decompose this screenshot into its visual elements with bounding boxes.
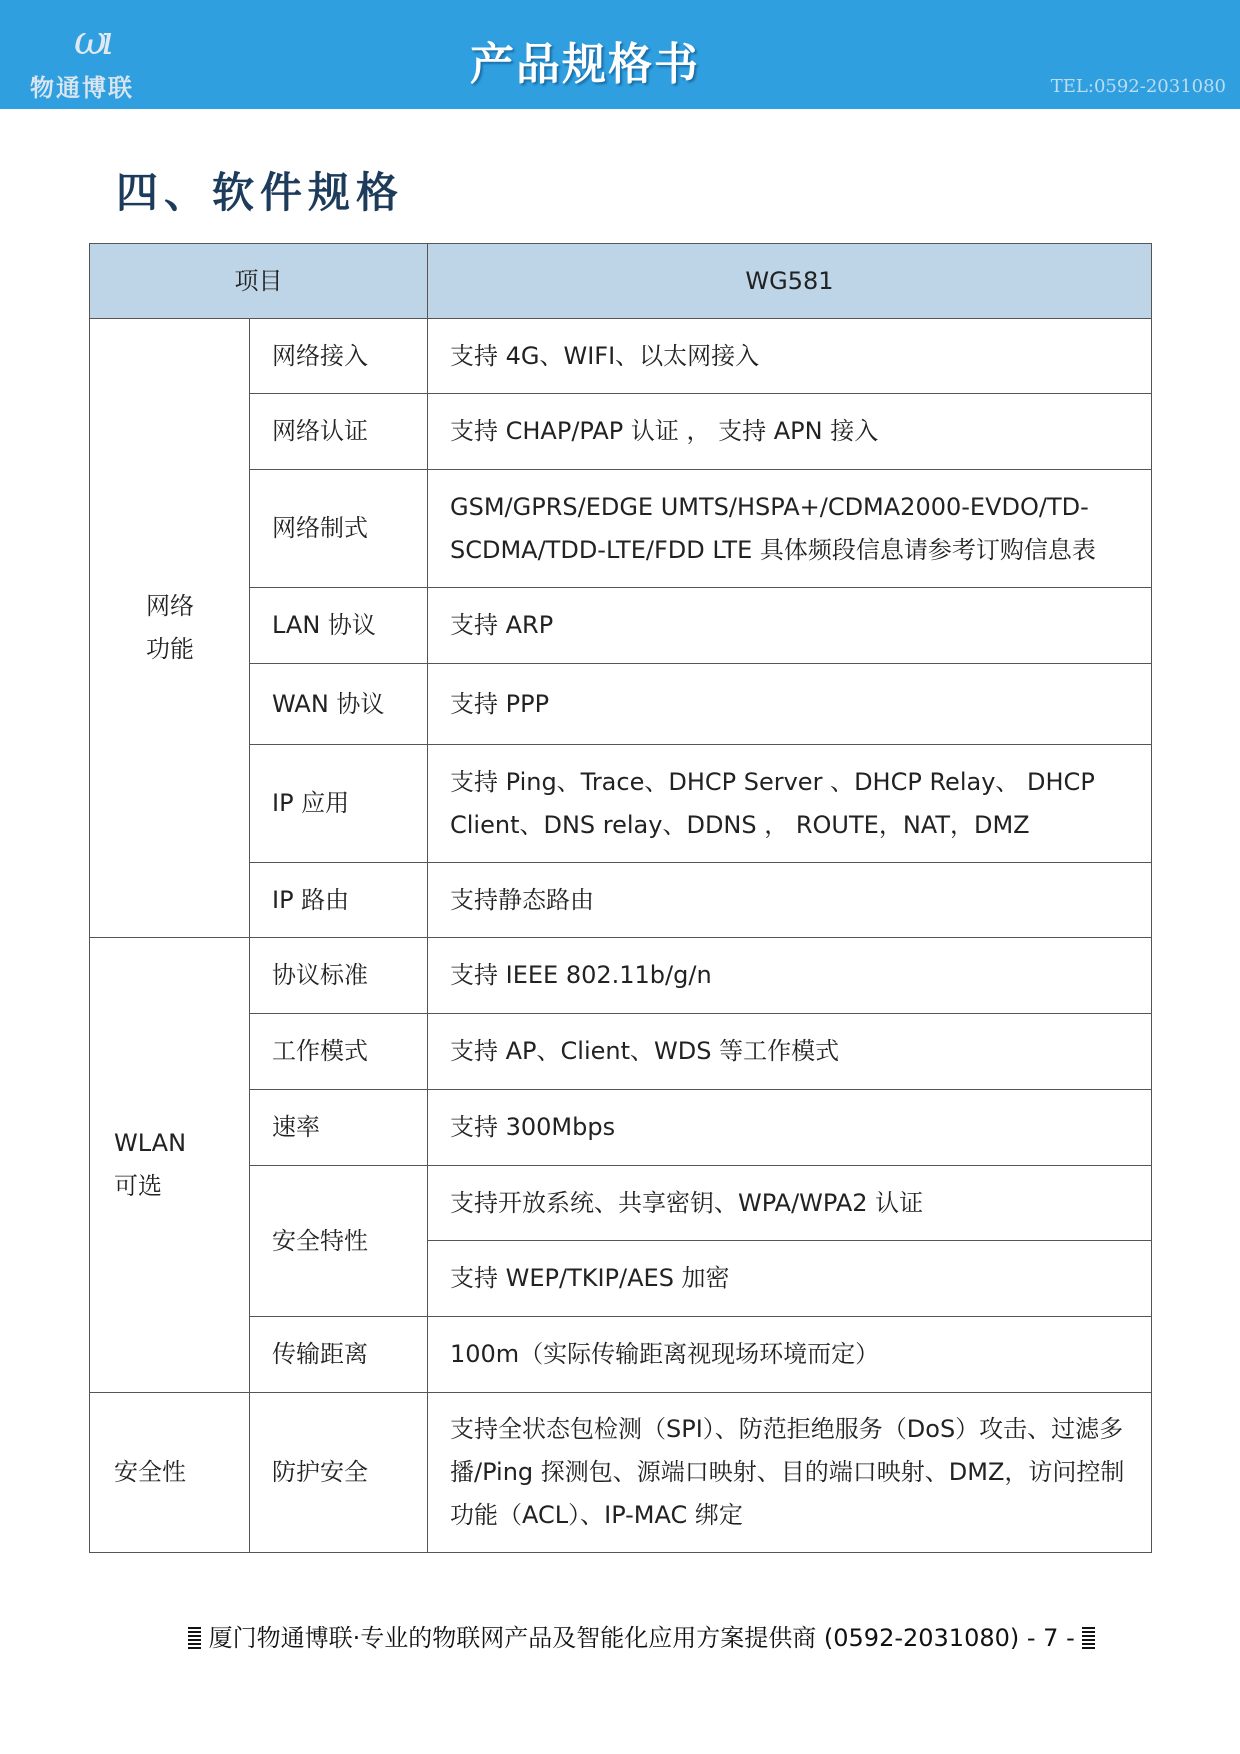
row-label: 传输距离: [250, 1317, 428, 1393]
table-row: [90, 1166, 1152, 1241]
table-row: [90, 745, 1152, 863]
row-value: 支持全状态包检测（SPI）、防范拒绝服务（DoS）攻击、过滤多播/Ping 探测包、源端口映射、目的端口映射、DMZ，访问控制功能（ACL）、IP-MAC 绑定: [428, 1393, 1152, 1553]
table-row: [90, 394, 1152, 470]
category-security: 安全性: [90, 1393, 250, 1553]
row-label: 工作模式: [250, 1014, 428, 1090]
logo-text: 物通博联: [30, 74, 134, 102]
row-label: 防护安全: [250, 1393, 428, 1553]
category-network: 网络功能: [90, 319, 250, 938]
page-footer: [188, 1618, 1095, 1653]
document-title: 产品规格书: [470, 39, 700, 90]
row-value: 支持 ARP: [428, 588, 1152, 664]
table-row: [90, 588, 1152, 664]
row-value: 支持 4G、WIFI、以太网接入: [428, 319, 1152, 394]
row-label: WAN 协议: [250, 664, 428, 745]
row-value: 支持 IEEE 802.11b/g/n: [428, 938, 1152, 1014]
table-header-row: [90, 244, 1152, 319]
section-title: 四、软件规格: [116, 168, 405, 217]
header-model: WG581: [428, 244, 1152, 319]
row-label: 协议标准: [250, 938, 428, 1014]
table-row: [90, 1393, 1152, 1553]
company-logo: [30, 18, 180, 102]
table-row: [90, 470, 1152, 588]
row-value: 100m（实际传输距离视现场环境而定）: [428, 1317, 1152, 1393]
footer-text: 厦门物通博联·专业的物联网产品及智能化应用方案提供商 (0592-2031080) - 7 -: [208, 1624, 1075, 1652]
software-spec-table: [89, 243, 1152, 1553]
row-value: 支持 300Mbps: [428, 1090, 1152, 1166]
footer-square-icon: [1082, 1627, 1095, 1649]
row-label: IP 路由: [250, 863, 428, 938]
row-label: 速率: [250, 1090, 428, 1166]
row-value: GSM/GPRS/EDGE UMTS/HSPA+/CDMA2000-EVDO/TD-SCDMA/TDD-LTE/FDD LTE 具体频段信息请参考订购信息表: [428, 470, 1152, 588]
header-item: 项目: [90, 244, 428, 319]
page-header: [0, 0, 1240, 109]
row-value: 支持 Ping、Trace、DHCP Server 、DHCP Relay、 DHCP Client、DNS relay、DDNS ， ROUTE，NAT，DMZ: [428, 745, 1152, 863]
row-label: 网络认证: [250, 394, 428, 470]
row-value: 支持 CHAP/PAP 认证 ， 支持 APN 接入: [428, 394, 1152, 470]
logo-mark: ωı: [74, 18, 108, 64]
row-value: 支持 WEP/TKIP/AES 加密: [428, 1241, 1152, 1317]
row-label: LAN 协议: [250, 588, 428, 664]
row-value: 支持 AP、Client、WDS 等工作模式: [428, 1014, 1152, 1090]
row-label: 网络接入: [250, 319, 428, 394]
row-value: 支持开放系统、共享密钥、WPA/WPA2 认证: [428, 1166, 1152, 1241]
table-row: [90, 938, 1152, 1014]
footer-square-icon: [188, 1627, 201, 1649]
category-wlan: WLAN 可选: [90, 938, 250, 1393]
row-label: IP 应用: [250, 745, 428, 863]
table-row: [90, 1317, 1152, 1393]
table-row: [90, 319, 1152, 394]
row-label: 网络制式: [250, 470, 428, 588]
table-row: [90, 863, 1152, 938]
header-telephone: TEL:0592-2031080: [1050, 76, 1226, 97]
table-row: [90, 1014, 1152, 1090]
row-value: 支持 PPP: [428, 664, 1152, 745]
table-row: [90, 1090, 1152, 1166]
row-value: 支持静态路由: [428, 863, 1152, 938]
table-row: [90, 664, 1152, 745]
row-label: 安全特性: [250, 1166, 428, 1317]
